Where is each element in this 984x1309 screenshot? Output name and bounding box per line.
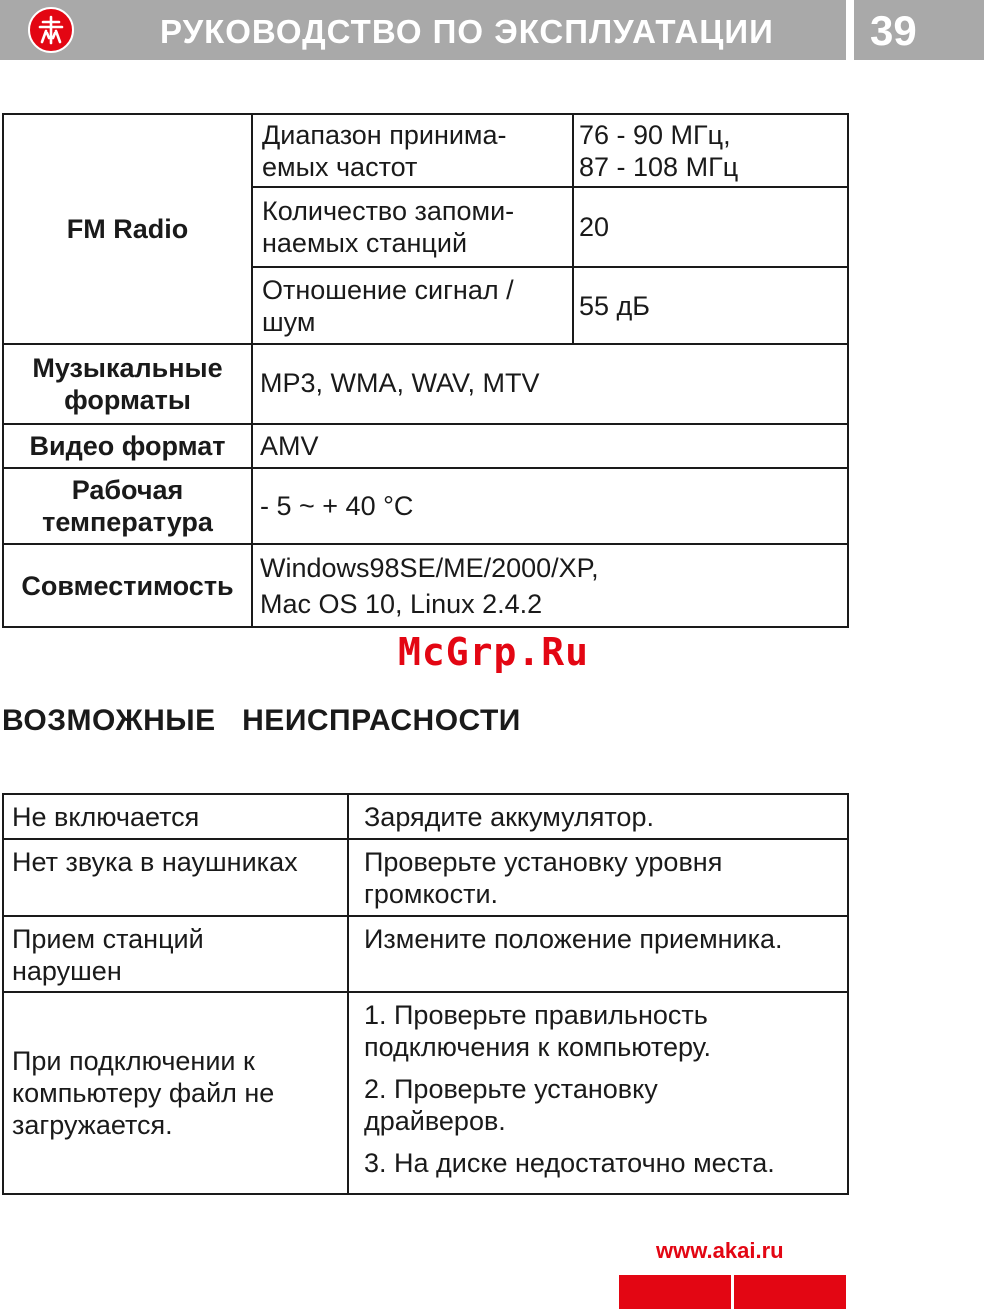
fm-radio-label: FM Radio [3, 114, 252, 344]
troubleshooting-table [2, 793, 849, 1195]
video-format-value: AMV [252, 424, 848, 468]
table-row [3, 344, 848, 424]
problem-cell: При подключении к компьютеру файл не загружается. [3, 992, 348, 1194]
spec-value: 55 дБ [573, 267, 848, 344]
header-title: РУКОВОДСТВО ПО ЭКСПЛУАТАЦИИ [160, 13, 774, 50]
video-format-label: Видео формат [3, 424, 252, 468]
solution-cell [348, 992, 848, 1194]
solution-step: 1. Проверьте правильность подключения к компьютеру. [364, 1000, 711, 1062]
solution-step: 3. На диске недостаточно места. [364, 1148, 775, 1178]
logo-glyph-icon [36, 15, 66, 45]
solution-cell: Измените положение приемника. [348, 916, 848, 992]
spec-param: Диапазон принима- емых частот [252, 114, 573, 187]
akai-logo-icon [28, 7, 74, 53]
solution-step: 2. Проверьте установку драйверов. [364, 1074, 658, 1136]
footer-divider [731, 1275, 734, 1309]
table-row [3, 794, 848, 839]
problem-cell: Не включается [3, 794, 348, 839]
spec-param: Количество запоми- наемых станций [252, 187, 573, 267]
footer-url: www.akai.ru [656, 1238, 784, 1263]
spec-value: 76 - 90 МГц, 87 - 108 МГц [573, 114, 848, 187]
problem-cell: Прием станций нарушен [3, 916, 348, 992]
table-row [3, 114, 848, 187]
spec-table [2, 113, 849, 628]
spec-value: 20 [573, 187, 848, 267]
solution-cell: Проверьте установку уровня громкости. [348, 839, 848, 916]
working-temperature-label: Рабочая температура [3, 468, 252, 544]
compatibility-label: Совместимость [3, 544, 252, 627]
section-title: ВОЗМОЖНЫЕ НЕИСПРАСНОСТИ [2, 704, 521, 737]
music-formats-label: Музыкальные форматы [3, 344, 252, 424]
spec-param: Отношение сигнал / шум [252, 267, 573, 344]
table-row [3, 839, 848, 916]
solution-cell: Зарядите аккумулятор. [348, 794, 848, 839]
working-temperature-value: - 5 ~ + 40 °С [252, 468, 848, 544]
page-number: 39 [870, 7, 917, 54]
music-formats-value: MP3, WMA, WAV, MTV [252, 344, 848, 424]
table-row [3, 544, 848, 627]
problem-cell: Нет звука в наушниках [3, 839, 348, 916]
table-row [3, 992, 848, 1194]
compatibility-value: Windows98SE/ME/2000/XP, Mac OS 10, Linux 2.4.2 [252, 544, 848, 627]
table-row [3, 468, 848, 544]
watermark: McGrp.Ru [398, 630, 590, 674]
table-row [3, 916, 848, 992]
table-row [3, 424, 848, 468]
